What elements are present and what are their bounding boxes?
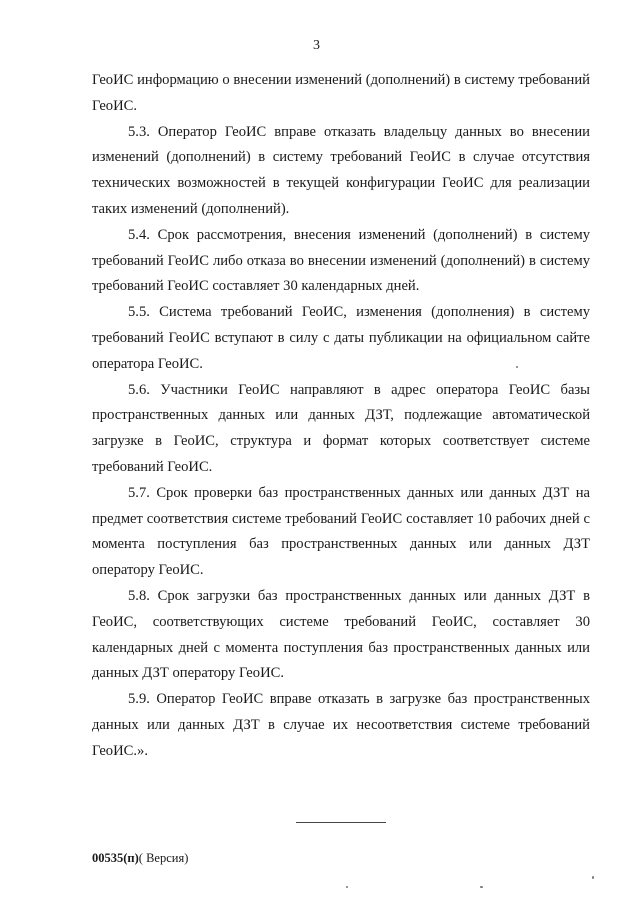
footer-document-code: [92, 851, 188, 866]
scan-speck: [346, 886, 348, 888]
paragraph-5-8: 5.8. Срок загрузки баз пространственных данных или данных ДЗТ в ГеоИС, соответствующих системе требований ГеоИС, составляет 30 календарных дней с момента поступления баз пространственных данных или данных ДЗТ оператору ГеоИС.: [92, 587, 590, 682]
scan-speck: [480, 886, 483, 888]
scan-speck: [516, 366, 518, 368]
footer-version-label: ( Версия): [138, 851, 189, 865]
scan-speck: [592, 876, 594, 879]
page-number: 3: [313, 38, 320, 53]
paragraph-5-4: 5.4. Срок рассмотрения, внесения изменений (дополнений) в систему требований ГеоИС либо отказа во внесении изменений (дополнений) в систему требований ГеоИС составляет 30 календарных дней.: [92, 226, 590, 295]
paragraph-5-3: 5.3. Оператор ГеоИС вправе отказать владельцу данных во внесении изменений (дополнений) в систему требований ГеоИС в случае отсутствия технических возможностей в текущей конфигурации ГеоИС для реализации таких изменений (дополнений).: [92, 123, 590, 217]
paragraph-5-7: 5.7. Срок проверки баз пространственных данных или данных ДЗТ на предмет соответствия системе требований ГеоИС составляет 10 рабочих дней с момента поступления баз пространственных данных или данных ДЗТ оператору ГеоИС.: [92, 484, 590, 579]
document-body: [92, 68, 590, 765]
paragraph-continuation: ГеоИС информацию о внесении изменений (дополнений) в систему требований ГеоИС.: [92, 72, 590, 114]
paragraph-5-9: 5.9. Оператор ГеоИС вправе отказать в загрузке баз пространственных данных или данных ДЗТ в случае их несоответствия системе требований ГеоИС.».: [92, 691, 590, 759]
footer-code-number: 00535(п): [92, 851, 139, 865]
paragraph-5-5: 5.5. Система требований ГеоИС, изменения (дополнения) в систему требований ГеоИС вступают в силу с даты публикации на официальном сайте оператора ГеоИС.: [92, 304, 590, 372]
footnote-separator-line: [296, 822, 386, 823]
paragraph-5-6: 5.6. Участники ГеоИС направляют в адрес оператора ГеоИС базы пространственных данных или данных ДЗТ, подлежащие автоматической загрузке в ГеоИС, структура и формат которых соответствует системе требований ГеоИС.: [92, 381, 590, 475]
